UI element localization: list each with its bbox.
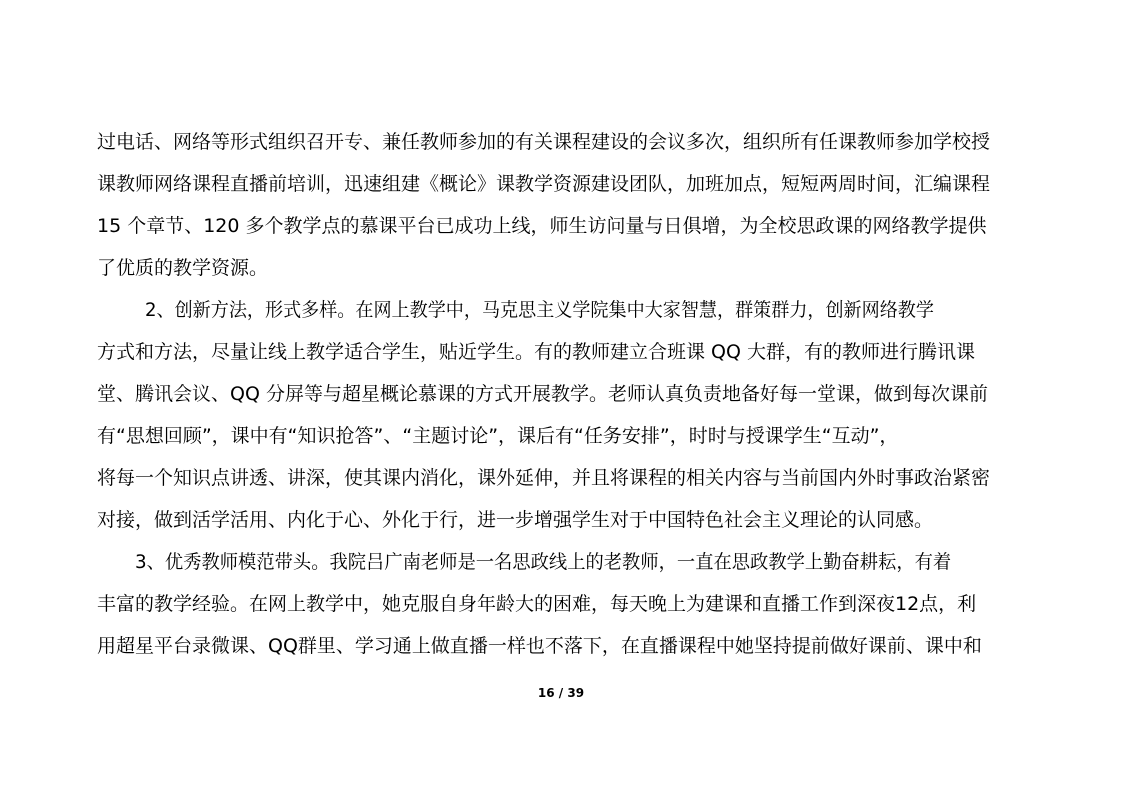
paragraph-line: 将每一个知识点讲透、讲深，使其课内消化，课外延伸，并且将课程的相关内容与当前国内外时事政治紧密: [97, 467, 991, 489]
paragraph-line: 2、创新方法，形式多样。在网上教学中，马克思主义学院集中大家智慧，群策群力，创新网络教学: [145, 299, 934, 321]
paragraph-line: 课教师网络课程直播前培训，迅速组建《概论》课教学资源建设团队，加班加点，短短两周时间，汇编课程: [97, 173, 991, 195]
paragraph-line: 3、优秀教师模范带头。我院吕广南老师是一名思政线上的老教师，一直在思政教学上勤奋耕耘，有着: [135, 551, 952, 573]
page-number: 16 / 39: [537, 686, 585, 700]
paragraph-line: 了优质的教学资源。: [97, 257, 269, 279]
paragraph-line: 丰富的教学经验。在网上教学中，她克服自身年龄大的困难，每天晚上为建课和直播工作到深夜12点，利: [97, 593, 977, 615]
paragraph-line: 方式和方法，尽量让线上教学适合学生，贴近学生。有的教师建立合班课 QQ 大群，有的教师进行腾讯课: [97, 341, 975, 363]
paragraph-line: 过电话、网络等形式组织召开专、兼任教师参加的有关课程建设的会议多次，组织所有任课教师参加学校授: [97, 131, 991, 153]
paragraph-line: 15 个章节、120 多个教学点的慕课平台已成功上线，师生访问量与日俱增，为全校思政课的网络教学提供: [97, 215, 987, 237]
paragraph-line: 对接，做到活学活用、内化于心、外化于行，进一步增强学生对于中国特色社会主义理论的认同感。: [97, 509, 934, 531]
paragraph-line: 有“思想回顾”，课中有“知识抢答”、“主题讨论”，课后有“任务安排”，时时与授课学生“互动”，: [97, 425, 899, 447]
paragraph-line: 用超星平台录微课、QQ群里、学习通上做直播一样也不落下，在直播课程中她坚持提前做好课前、课中和: [97, 635, 982, 657]
paragraph-line: 堂、腾讯会议、QQ 分屏等与超星概论慕课的方式开展教学。老师认真负责地备好每一堂课，做到每次课前: [97, 383, 988, 405]
